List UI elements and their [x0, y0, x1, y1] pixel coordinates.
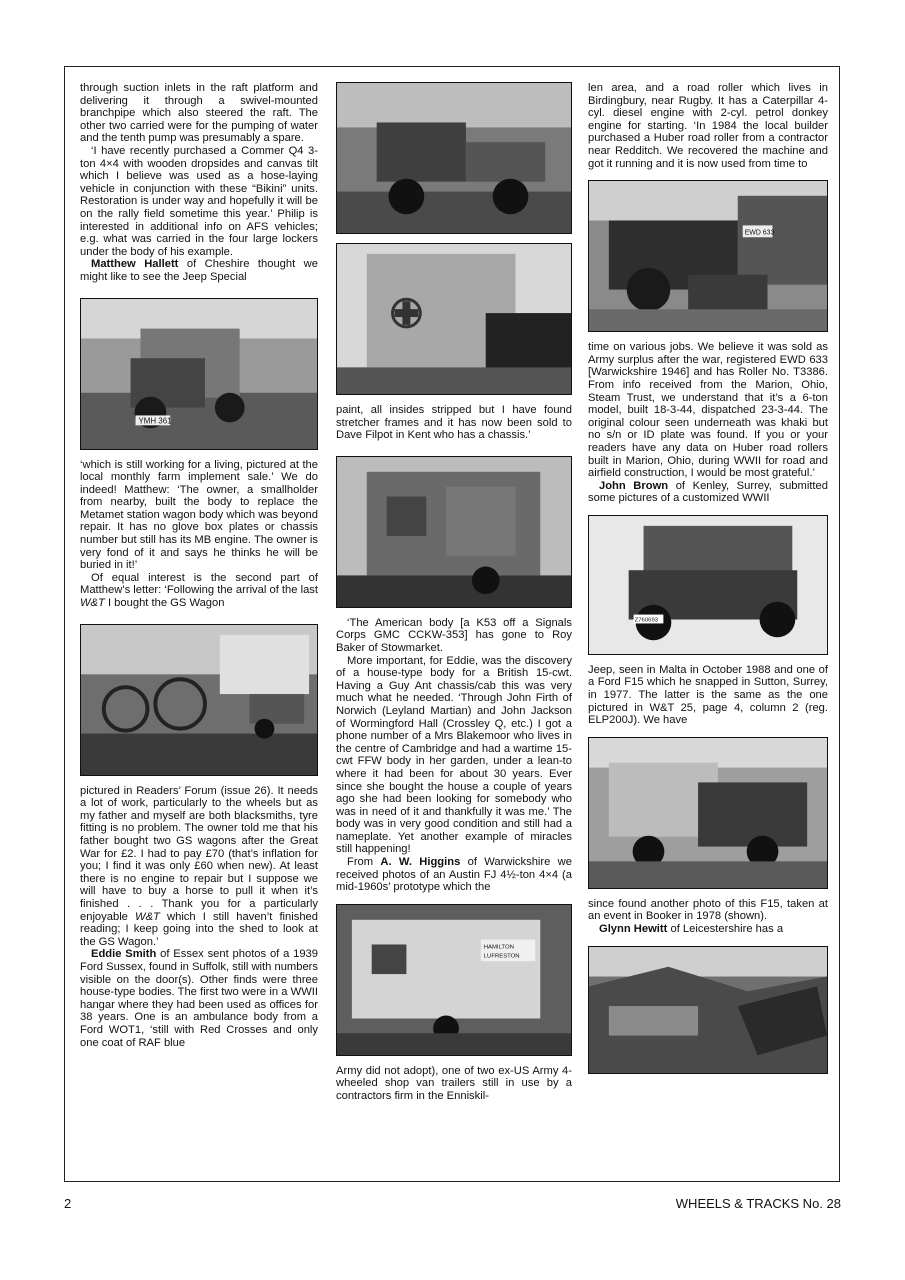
- svg-text:LUFRESTON: LUFRESTON: [483, 953, 520, 960]
- author-name: Matthew Hallett: [91, 258, 179, 271]
- paragraph: paint, all insides stripped but I have found stretcher frames and it has now been sold to Dave Filpot in Kent who has a chassis.’: [336, 404, 572, 442]
- svg-text:HAMILTON: HAMILTON: [483, 944, 514, 951]
- column-1: [80, 82, 318, 1049]
- photo-gs-wagon: [80, 624, 318, 776]
- paragraph: pictured in Readers’ Forum (issue 26). It needs a lot of work, particularly to the wheels but as my father and myself are both blacksmiths, tyre fitting is no problem. The owner told me that his father bought two GS wagons after the Great War for £2. I had to pay £70 (that’s inflation for you; I find it was only £60 when new). At least there is no engine to repair but I suppose we will have to buy a horse to pull it when it’s finished . . . Thank you for a particularly enjoyable W&T which I still haven’t finished reading; I keep going into the shed to look at the GS Wagon.’: [80, 784, 319, 948]
- paragraph: time on various jobs. We believe it was sold as Army surplus after the war, registered EWD 633 [Warwickshire 1946] and has Roller No. T3386. From info received from the Marion, Ohio, Steam Trust, we understand that it’s a 6-ton model, built 18-3-44, dispatched 23-3-44. The original colour seen underneath was khaki but no s/n or ID plate was found. If you or your readers have any data on Huber road rollers built in Marion, Ohio, during WWII for road and airfield construction, I would be most grateful.’: [588, 341, 828, 480]
- paragraph: ‘which is still working for a living, pictured at the local monthly farm implement sale.’ We do indeed! Matthew: ‘The owner, a smallholder from nearby, built the body to replace the Metamet station wagon body which was beyond repair. It has no glove box plates or chassis number but still has its MB engine. The owner is very fond of it and says he thinks he will be buried in it!’: [80, 458, 318, 572]
- photo-scrapyard: [588, 946, 828, 1074]
- paragraph: ‘I have recently purchased a Commer Q4 3-ton 4×4 with wooden dropsides and canvas tilt which I believe was used as a hose-laying vehicle in conjunction with these “Bikini” units. Restoration is under way and hopefully it will be on the rally field sometime this year.’ Philip is interested in additional info on AFS vehicles; e.g. what was carried in the four large lockers under the body of his example.: [80, 144, 318, 258]
- paragraph: since found another photo of this F15, taken at an event in Booker in 1978 (shown).: [588, 897, 828, 923]
- paragraph: len area, and a road roller which lives in Birdingbury, near Rugby. It has a Caterpillar 4-cyl. diesel engine with 2-cyl. petrol donkey engine for starting. ‘In 1984 the local builder purchased a Huber road roller from a contractor near Redditch. We recovered the machine and got it running and it is now used from time to: [588, 82, 828, 170]
- svg-text:Z760693: Z760693: [634, 617, 659, 624]
- photo-house-type-body: [336, 456, 572, 608]
- photo-shop-van-trailer: [336, 904, 572, 1056]
- photo-ambulance-body: [336, 243, 572, 395]
- paragraph: through suction inlets in the raft platform and delivering it through a swivel-mounted branchpipe which also steered the raft. The other two carried were for the pumping of water and the tenth pump was presumably a spare.: [80, 82, 318, 145]
- column-3: [588, 82, 828, 1083]
- paragraph: Army did not adopt), one of two ex-US Army 4-wheeled shop van trailers still in use by a contractors firm in the Enniskil-: [336, 1064, 572, 1103]
- author-name: John Brown: [599, 479, 669, 492]
- photo-road-roller: [588, 180, 828, 332]
- svg-text:EWD 633: EWD 633: [744, 229, 775, 237]
- paragraph: From A. W. Higgins of Warwickshire we received photos of an Austin FJ 4½-ton 4×4 (a mid-1960s’ prototype which the: [336, 856, 572, 894]
- paragraph: Jeep, seen in Malta in October 1988 and one of a Ford F15 which he snapped in Sutton, Surrey, in 1977. The latter is the same as the one pictured in W&T 25, page 4, column 2 (reg. ELP200J). We have: [588, 663, 828, 727]
- svg-text:YMH 361: YMH 361: [138, 415, 172, 425]
- column-2: [336, 82, 572, 1103]
- paragraph: John Brown of Kenley, Surrey, submitted some pictures of a customized WWII: [588, 479, 828, 505]
- paragraph: Eddie Smith of Essex sent photos of a 1939 Ford Sussex, found in Suffolk, still with numbers visible on the door(s). Other finds were three house-type bodies. The first two were in a WWII hangar where they had been used as offices for 38 years. One is an ambulance body from a Ford WOT1, ‘still with Red Crosses and only one coat of RAF blue: [80, 948, 318, 1049]
- author-name: A. W. Higgins: [380, 856, 461, 869]
- paragraph: Matthew Hallett of Cheshire thought we might like to see the Jeep Special: [80, 258, 318, 283]
- paragraph: More important, for Eddie, was the discovery of a house-type body for a British 15-cwt. Having a Guy Ant chassis/cab this was very much what he needed. ‘Through John Firth of Norwich (Leyland Martian) and John Jackson of Wormingford Hall (Crossley Q, etc.) I got a phone number of a Mrs Blakemoor who lives in the centre of Cambridge and had a wartime 15-cwt FFW body in her garden, under a lean-to where it had been for about 30 years. Ever since she bought the house a couple of years ago she had been looking for somebody who was in need of it and thankfully it was me.’ The body was in very good condition and still had a nameplate. Yet another example of miracles still happening!: [336, 654, 572, 856]
- photo-ford-f15: [588, 737, 828, 889]
- paragraph: Glynn Hewitt of Leicestershire has a: [599, 923, 784, 936]
- page-number: 2: [64, 1196, 72, 1211]
- photo-jeep-special: [80, 298, 318, 450]
- paragraph: ‘The American body [a K53 off a Signals Corps GMC CCKW-353] has gone to Roy Baker of Stowmarket.: [336, 616, 572, 654]
- photo-customized-jeep: [588, 515, 828, 655]
- photo-ford-sussex: [336, 82, 572, 234]
- paragraph: Of equal interest is the second part of Matthew’s letter: ‘Following the arrival of the last W&T I bought the GS Wagon: [80, 571, 318, 610]
- author-name: Glynn Hewitt: [599, 923, 668, 936]
- author-name: Eddie Smith: [91, 948, 157, 961]
- magazine-issue: WHEELS & TRACKS No. 28: [675, 1196, 841, 1211]
